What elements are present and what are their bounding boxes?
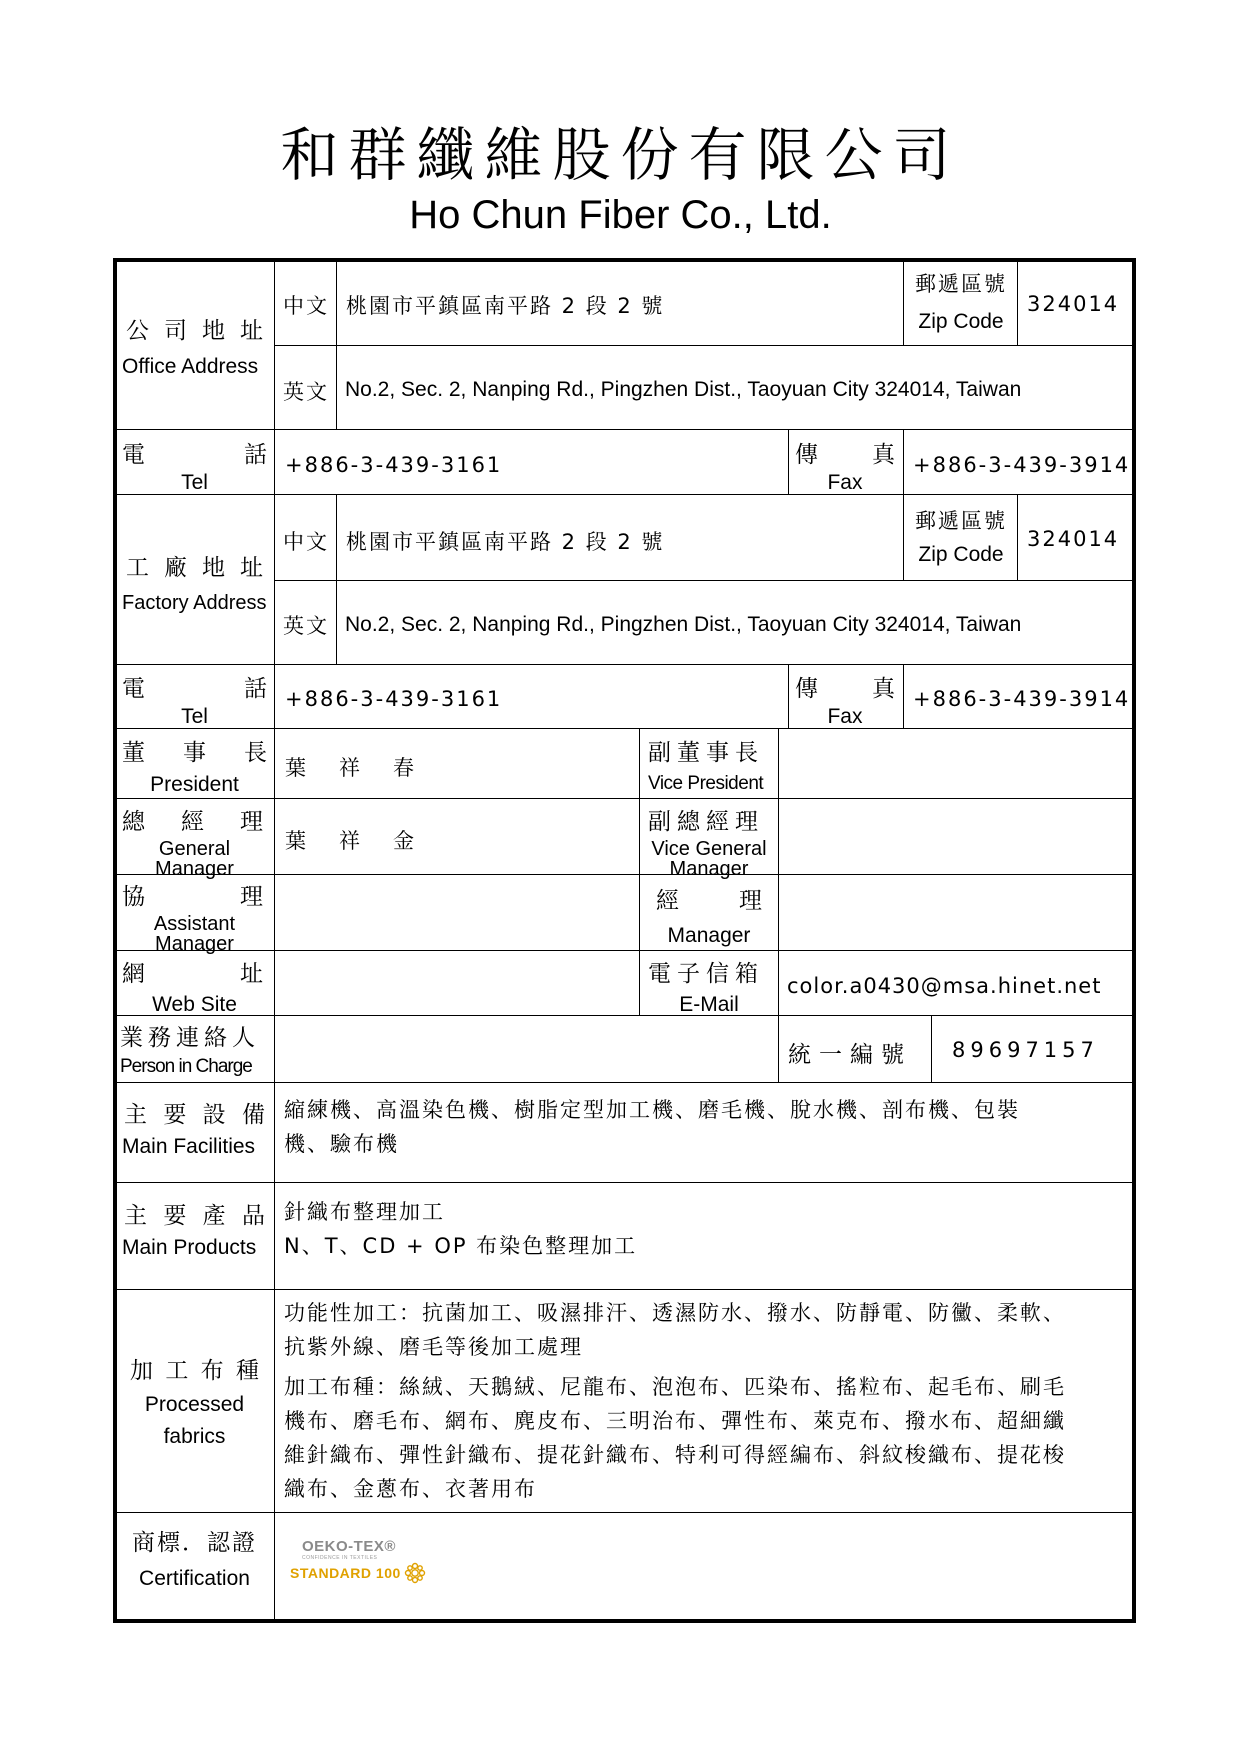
office-zip-label-zh: 郵遞區號 xyxy=(915,272,1007,296)
office-tel: +886-3-439-3161 xyxy=(285,453,503,477)
vice-general-manager-label: 副總經理 Vice General Manager xyxy=(648,809,767,880)
office-zip: 324014 xyxy=(1027,292,1120,316)
main-facilities-value: 縮練機、高溫染色機、樹脂定型加工機、磨毛機、脫水機、剖布機、包裝 機、驗布機 xyxy=(284,1098,1020,1156)
assistant-manager-label: 協 理 Assistant Manager xyxy=(122,884,263,955)
oeko-tex-logo: OEKO-TEX® CONFIDENCE IN TEXTILES STANDARD 100 xyxy=(290,1538,440,1590)
general-manager-label: 總 經 理 General Manager xyxy=(122,809,263,880)
vice-president-label: 副董事長 Vice President xyxy=(648,740,764,794)
office-address-zh: 桃園市平鎮區南平路 2 段 2 號 xyxy=(346,294,665,318)
company-name-zh: 和群纖維股份有限公司 xyxy=(280,121,961,189)
factory-fax: +886-3-439-3914 xyxy=(913,687,1131,711)
general-manager-name: 葉 祥 金 xyxy=(285,829,420,853)
certification-label: 商標．認證 Certification xyxy=(132,1530,257,1590)
office-tel-label: 電 話 Tel xyxy=(122,442,267,494)
factory-address-zh: 桃園市平鎮區南平路 2 段 2 號 xyxy=(346,530,665,554)
office-fax: +886-3-439-3914 xyxy=(913,453,1131,477)
factory-fax-label: 傳 真 Fax xyxy=(795,676,895,728)
factory-tel: +886-3-439-3161 xyxy=(285,687,503,711)
factory-zip-label-en: Zip Code xyxy=(918,543,1004,566)
company-name-en: Ho Chun Fiber Co., Ltd. xyxy=(409,193,832,237)
ubn-label: 統一編號 xyxy=(788,1042,912,1068)
factory-en-tag: 英文 xyxy=(283,614,329,638)
manager-label: 經 理 Manager xyxy=(656,888,762,947)
processed-fabrics-value: 功能性加工：抗菌加工、吸濕排汗、透濕防水、撥水、防靜電、防黴、柔軟、 抗紫外線、磨毛等後加工處理 加工布種：絲絨、天鵝絨、尼龍布、泡泡布、匹染布、搖粒布、起毛布、刷毛 機布、磨毛布、網布、麂皮布、三明治布、彈性布、萊克布、撥水布、超細纖 維針織布、彈性針織布、提花針織布、特利可得經編布、斜紋梭織布、提花梭 織布、金蔥布、衣著用布 xyxy=(284,1301,1066,1501)
factory-zh-tag: 中文 xyxy=(283,530,329,554)
email-label: 電子信箱 E-Mail xyxy=(648,961,764,1016)
factory-zip: 324014 xyxy=(1027,527,1120,551)
main-facilities-label: 主 要 設 備 Main Facilities xyxy=(122,1102,265,1158)
factory-address-en: No.2, Sec. 2, Nanping Rd., Pingzhen Dist., Taoyuan City 324014, Taiwan xyxy=(345,613,1022,636)
office-address-label: 公 司 地 址 Office Address xyxy=(122,318,263,378)
office-zh-tag: 中文 xyxy=(283,294,329,318)
main-products-value: 針織布整理加工 N、T、CD + OP 布染色整理加工 xyxy=(284,1200,638,1258)
president-label: 董 事 長 President xyxy=(122,740,267,796)
office-fax-label: 傳 真 Fax xyxy=(795,442,895,494)
processed-fabrics-label: 加 工 布 種 Processed fabrics xyxy=(130,1358,259,1448)
office-address-en: No.2, Sec. 2, Nanping Rd., Pingzhen Dist., Taoyuan City 324014, Taiwan xyxy=(345,378,1022,401)
office-zip-label-en: Zip Code xyxy=(918,310,1004,333)
factory-zip-label-zh: 郵遞區號 xyxy=(915,509,1007,533)
factory-tel-label: 電 話 Tel xyxy=(122,676,267,728)
ubn-value: 89697157 xyxy=(952,1038,1099,1062)
president-name: 葉 祥 春 xyxy=(285,756,420,780)
office-en-tag: 英文 xyxy=(283,380,329,404)
person-in-charge-label: 業務連絡人 Person in Charge xyxy=(120,1025,260,1077)
oeko-tex-flower-icon xyxy=(404,1562,426,1584)
web-site-label: 網 址 Web Site xyxy=(122,961,263,1016)
email-value[interactable]: color.a0430@msa.hinet.net xyxy=(787,974,1102,998)
main-products-label: 主 要 產 品 Main Products xyxy=(122,1203,265,1259)
factory-address-label: 工 廠 地 址 Factory Address xyxy=(122,555,267,614)
